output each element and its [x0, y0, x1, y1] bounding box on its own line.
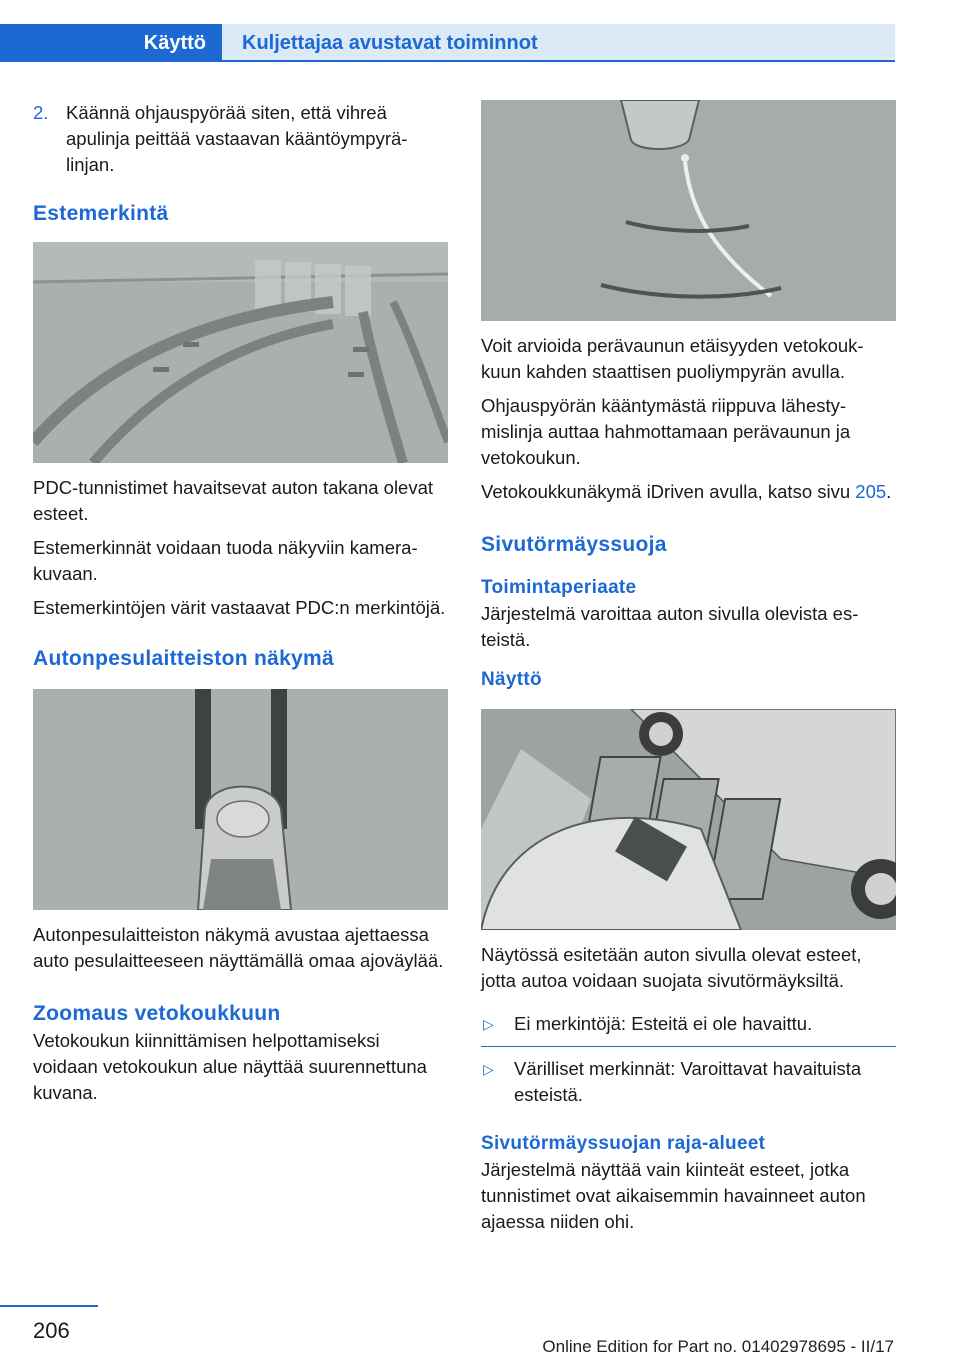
triangle-bullet-icon: ▷: [483, 1016, 494, 1032]
step-item: [33, 100, 448, 178]
step-text: Käännä ohjauspyörää siten, että vihreä apulinja peittää vastaavan kääntöympyrälinjan.: [66, 102, 408, 175]
heading-estemerkinta: Estemerkintä: [33, 202, 169, 225]
edition-footer: Online Edition for Part no. 01402978695 - II/17: [542, 1337, 894, 1356]
chapter-tab: Käyttö: [0, 24, 222, 62]
section-tab: Kuljettajaa avustavat toiminnot: [222, 24, 895, 62]
subheading-naytto: Näyttö: [481, 669, 542, 690]
side-collision-display-illustration: [481, 709, 896, 930]
paragraph: Autonpesulaitteiston näkymä avustaa ajettaessa auto pesulaitteeseen näyttämällä omaa ajoväylää.: [33, 924, 444, 971]
status-list: [481, 1002, 896, 1117]
paragraph: Estemerkintöjen värit vastaavat PDC:n merkintöjä.: [33, 597, 446, 618]
paragraph: Estemerkinnät voidaan tuoda näkyviin kamerakuvaan.: [33, 537, 418, 584]
heading-sivutormays: Sivutörmäyssuoja: [481, 533, 667, 556]
paragraph: PDC-tunnistimet havaitsevat auton takana olevat esteet.: [33, 477, 434, 524]
left-column: [33, 100, 448, 1114]
paragraph-end: .: [886, 481, 892, 502]
step-number: 2.: [33, 102, 49, 123]
list-item: [481, 1046, 896, 1117]
heading-zoomaus: Zoomaus vetokoukkuun: [33, 1002, 281, 1025]
obstacle-marking-illustration: [33, 242, 448, 463]
page-number: 206: [33, 1318, 70, 1343]
list-item: [481, 1002, 896, 1046]
paragraph-with-link: [481, 479, 896, 505]
car-wash-view-illustration: [33, 689, 448, 910]
paragraph: Voit arvioida perävaunun etäisyyden vetokoukkuun kahden staattisen puoliympyrän avulla.: [481, 335, 864, 382]
chapter-header: [0, 24, 895, 62]
list-item-text: Värilliset merkinnät: Varoittavat havaituista esteistä.: [514, 1058, 862, 1105]
subheading-raja-alueet: Sivutörmäyssuojan raja-alueet: [481, 1133, 766, 1154]
triangle-bullet-icon: ▷: [483, 1061, 494, 1077]
heading-autonpesu: Autonpesulaitteiston näkymä: [33, 647, 334, 670]
paragraph: Järjestelmä näyttää vain kiinteät esteet, jotka tunnistimet ovat aikaisemmin havainneet auton ajaessa niiden ohi.: [481, 1159, 866, 1232]
footer-divider: [0, 1305, 98, 1307]
header-divider: [0, 60, 895, 62]
trailer-hitch-view-illustration: [481, 100, 896, 321]
paragraph: Näytössä esitetään auton sivulla olevat esteet, jotta autoa voidaan suojata sivutörmäyksiltä.: [481, 944, 862, 991]
paragraph: Ohjauspyörän kääntymästä riippuva lähestymislinja auttaa hahmottamaan perävaunun ja vetokoukun.: [481, 395, 851, 468]
right-column: [481, 100, 896, 1243]
subheading-toimintaperiaate: Toimintaperiaate: [481, 577, 637, 598]
page-reference-link[interactable]: 205: [855, 481, 887, 502]
paragraph-text: Vetokoukkunäkymä iDriven avulla, katso sivu: [481, 481, 856, 502]
list-item-text: Ei merkintöjä: Esteitä ei ole havaittu.: [514, 1013, 813, 1034]
paragraph: Vetokoukun kiinnittämisen helpottamiseksi voidaan vetokoukun alue näyttää suurennettuna kuvana.: [33, 1030, 427, 1103]
paragraph: Järjestelmä varoittaa auton sivulla olevista esteistä.: [481, 603, 859, 650]
